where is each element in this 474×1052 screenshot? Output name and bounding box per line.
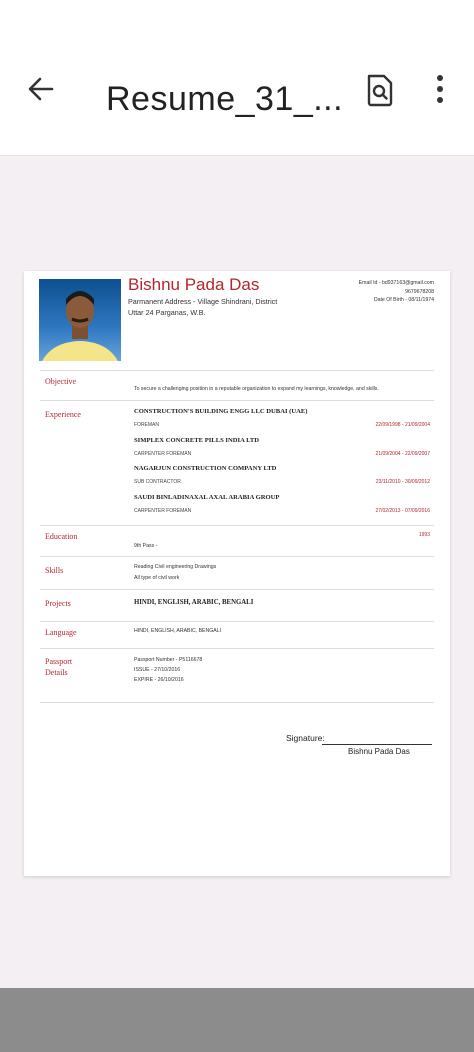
- experience-role: FOREMAN: [134, 422, 159, 428]
- experience-role: CARPENTER FOREMAN: [134, 508, 192, 514]
- passport-label: Passport: [45, 657, 73, 666]
- skills-line-1: Reading Civil engineering Drawings: [134, 564, 217, 570]
- experience-company: NAGARJUN CONSTRUCTION COMPANY LTD: [134, 465, 277, 472]
- passport-expire: EXPIRE - 26/10/2016: [134, 677, 184, 683]
- experience-company: CONSTRUCTION'S BUILDING ENGG LLC DUBAI (UAE): [134, 408, 308, 415]
- experience-dates: 27/02/2013 - 07/09/2016: [375, 508, 430, 514]
- app-bar: [0, 0, 474, 156]
- document-title: Resume_31_...: [106, 80, 344, 118]
- education-label: Education: [45, 532, 78, 541]
- projects-text: HINDI, ENGLISH, ARABIC, BENGALI: [134, 599, 254, 606]
- phone: 9679678208: [405, 288, 434, 295]
- candidate-name: Bishnu Pada Das: [128, 275, 260, 294]
- experience-dates: 21/09/2004 - 22/09/2007: [375, 451, 430, 457]
- divider: [40, 370, 434, 371]
- experience-company: SAUDI BINLADINAXAL AXAL ARABIA GROUP: [134, 494, 280, 501]
- divider: [40, 556, 434, 557]
- passport-issue: ISSUE - 27/10/2016: [134, 667, 181, 673]
- skills-label: Skills: [45, 566, 64, 575]
- arrow-left-icon: [24, 72, 58, 106]
- email: Email Id - bd937163@gmail.com: [358, 280, 434, 286]
- language-text: HINDI, ENGLISH, ARABIC, BENGALI: [134, 628, 222, 634]
- passport-number: Passport Number - P5116678: [134, 657, 203, 663]
- experience-role: SUB CONTRACTOR: [134, 479, 181, 485]
- divider: [40, 621, 434, 622]
- signature-line: [322, 744, 432, 745]
- divider: [40, 525, 434, 526]
- divider: [40, 648, 434, 649]
- address-line-1: Parmanent Address - Village Shindrani, District: [128, 297, 278, 306]
- address-line-2: Uttar 24 Parganas, W.B.: [128, 308, 206, 317]
- skills-line-2: All type of civil work: [134, 575, 180, 581]
- objective-text: To secure a challenging position in a reputable organization to expand my learnings, knowledge, and skills.: [134, 386, 379, 392]
- experience-company: SIMPLEX CONCRETE PILLS INDIA LTD: [134, 437, 260, 444]
- projects-label: Projects: [45, 599, 71, 608]
- divider: [40, 702, 434, 703]
- more-vertical-icon: [432, 72, 448, 108]
- details-label: Details: [45, 668, 68, 677]
- objective-label: Objective: [45, 377, 77, 386]
- search-button[interactable]: [364, 72, 396, 108]
- search-document-icon: [364, 72, 396, 108]
- education-text: 9th Pass -: [134, 543, 158, 549]
- divider: [40, 400, 434, 401]
- document-page: [24, 271, 450, 876]
- profile-photo: [39, 279, 121, 361]
- signature-label: Signature:: [286, 733, 325, 743]
- back-button[interactable]: [24, 72, 58, 106]
- experience-dates: 22/09/1998 - 21/09/2004: [375, 422, 430, 428]
- signature-name: Bishnu Pada Das: [348, 747, 410, 756]
- language-label: Language: [45, 628, 77, 637]
- more-options-button[interactable]: [432, 72, 448, 108]
- experience-label: Experience: [45, 410, 81, 419]
- education-year: 1993: [418, 532, 430, 538]
- bottom-bar: [0, 988, 474, 1052]
- date-of-birth: Date Of Birth - 08/11/1974: [373, 297, 434, 304]
- experience-dates: 23/11/2010 - 30/09/2012: [375, 479, 430, 485]
- contact-info: [284, 279, 434, 305]
- divider: [40, 589, 434, 590]
- experience-role: CARPENTER FOREMAN: [134, 451, 192, 457]
